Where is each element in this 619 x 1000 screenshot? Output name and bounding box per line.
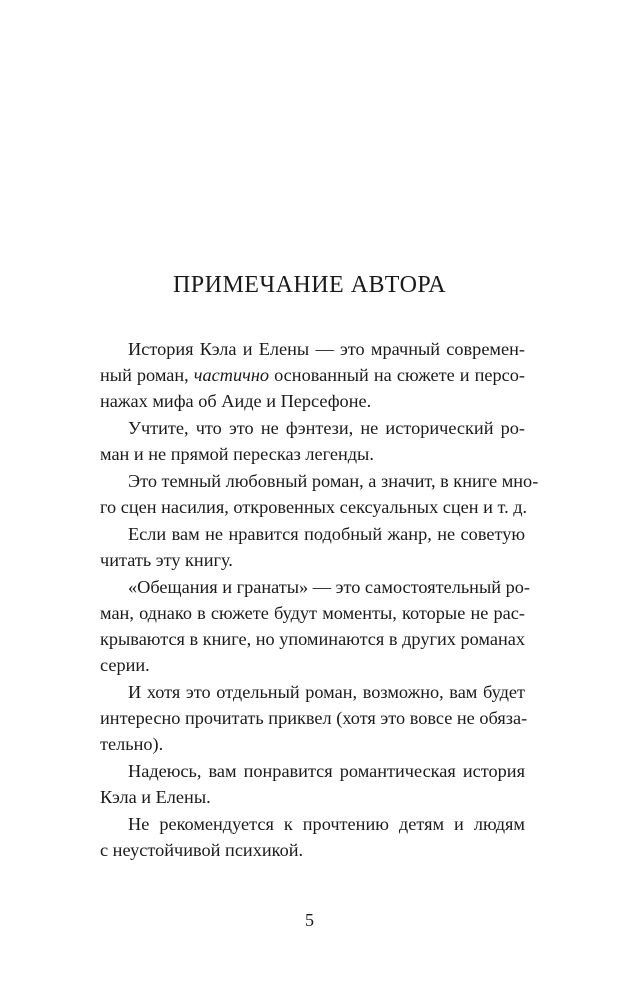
italic-word: частично — [193, 365, 270, 385]
text-line: Если вам не нравится подобный жанр, не советую — [128, 524, 525, 544]
text-line: И хотя это отдельный роман, возможно, вам будет — [128, 682, 525, 702]
text-line: ный роман, частично основанный на сюжете и персо- — [100, 365, 525, 385]
text-line: го сцен насилия, откровенных сексуальных сцен и т. д. — [100, 497, 528, 517]
text-line: Надеюсь, вам понравится романтическая история — [128, 761, 525, 781]
page-number: 5 — [305, 910, 314, 930]
text-line: Кэла и Елены. — [100, 787, 211, 807]
text-line: нажах мифа об Аиде и Персефоне. — [100, 391, 372, 411]
page-title: ПРИМЕЧАНИЕ АВТОРА — [172, 272, 447, 298]
text-line: Это темный любовный роман, а значит, в книге мно- — [128, 471, 539, 491]
text-line: Не рекомендуется к прочтению детям и людям — [128, 814, 525, 834]
text-line: интересно прочитать приквел (хотя это вовсе не обяза- — [100, 708, 528, 728]
text-line: ман и не прямой пересказ легенды. — [100, 444, 374, 464]
text-line: ман, однако в сюжете будут моменты, которые не рас- — [100, 603, 525, 623]
text-line: с неустойчивой психикой. — [100, 840, 304, 860]
text-line: крываются в книге, но упоминаются в других романах — [100, 629, 525, 649]
text-line: История Кэла и Елены — это мрачный современ- — [128, 339, 525, 359]
text-line: тельно). — [100, 734, 164, 754]
text-line: читать эту книгу. — [100, 550, 233, 570]
text-line: «Обещания и гранаты» — это самостоятельный ро- — [128, 577, 530, 597]
text-line: Учтите, что это не фэнтези, не исторический ро- — [128, 418, 525, 438]
text-line: серии. — [100, 655, 150, 675]
